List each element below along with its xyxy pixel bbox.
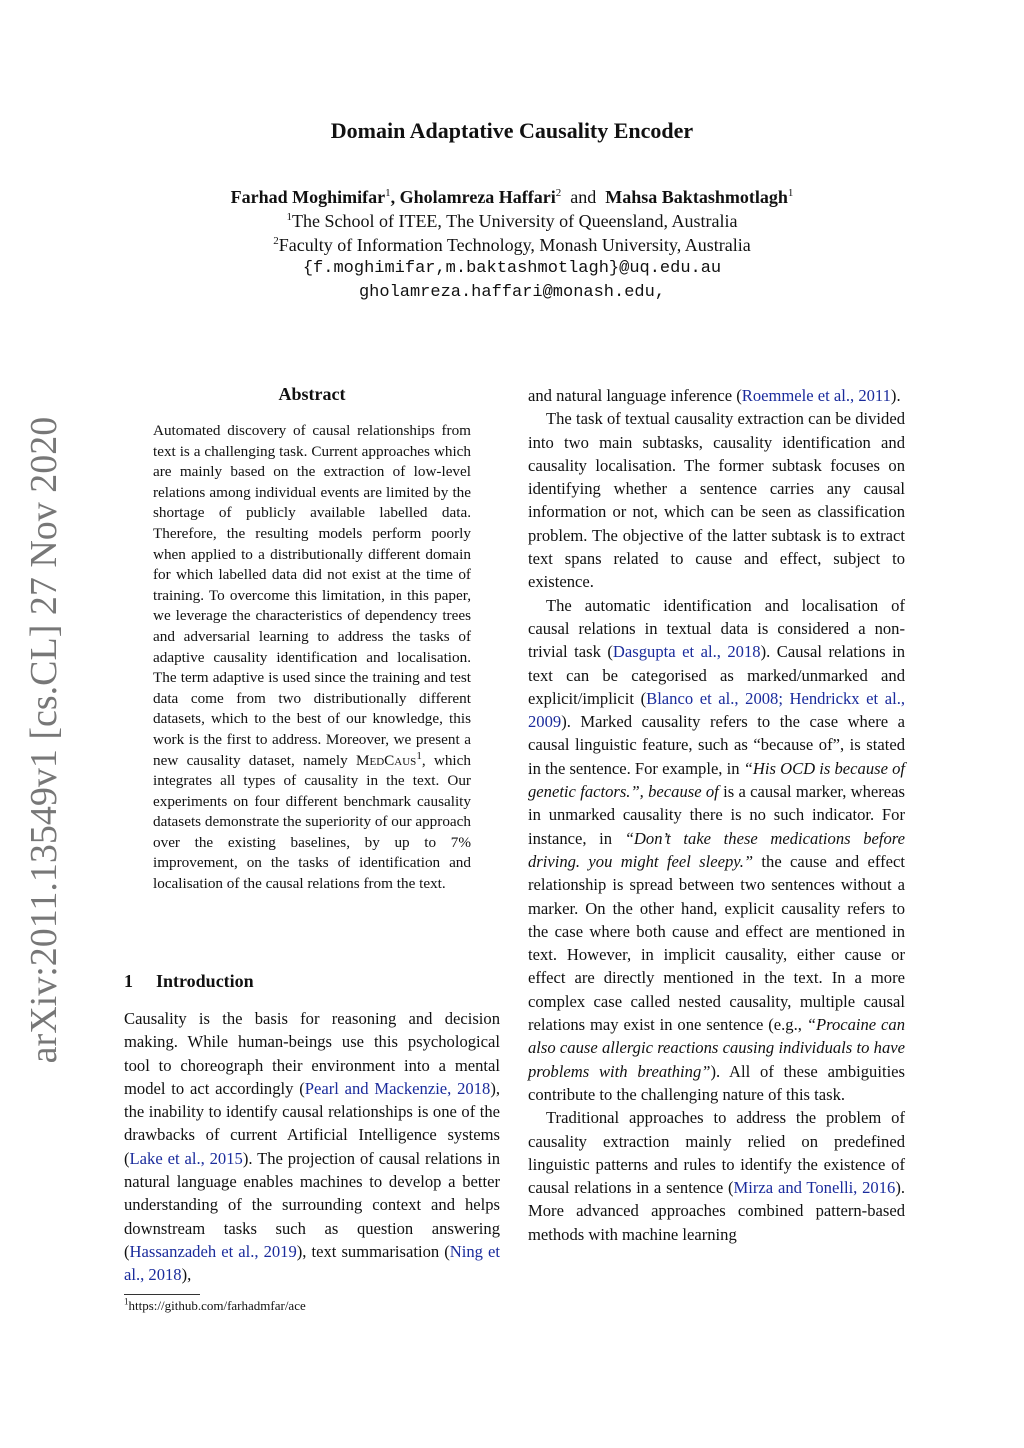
citation-link[interactable]: Pearl and Mackenzie, 2018 <box>304 1078 491 1098</box>
right-column-body <box>528 384 905 1246</box>
paragraph <box>528 1106 905 1246</box>
affiliation-marker: 2 <box>555 187 562 199</box>
author-and: and <box>570 187 597 207</box>
affiliation-text: The School of ITEE, The University of Queensland, Australia <box>291 211 738 231</box>
body-text: ), the inability to identify causal relationships is one of the drawbacks of current Artificial Intelligence systems ( <box>124 1078 500 1168</box>
email-line-2: gholamreza.haffari@monash.edu, <box>358 283 666 302</box>
affiliation-marker: 1 <box>286 211 292 223</box>
example-quote: “His OCD is because of genetic factors.”, because of <box>528 758 906 802</box>
footnote-url[interactable]: https://github.com/farhadmfar/ace <box>128 1298 306 1313</box>
citation-link[interactable]: Roemmele et al., 2011 <box>741 386 891 405</box>
body-text: The automatic identification and localisation of causal relations in textual data is considered a non-trivial task ( <box>528 595 905 662</box>
citation-link[interactable]: Dasgupta et al., 2018 <box>612 642 761 662</box>
paragraph <box>124 1007 500 1287</box>
section-number: 1 <box>124 971 133 991</box>
author-name: Mahsa Baktashmotlagh <box>605 187 788 207</box>
body-text: ). Marked causality refers to the case where a causal linguistic feature, such as “because of”, is stated in the sentence. For example, in <box>528 712 905 778</box>
paragraph: The task of textual causality extraction can be divided into two main subtasks, causality identification and causality localisation. The former subtask focuses on identifying whether a sentence carries any causal information or not, which can be seen as classification problem. The objective of the latter subtask is to extract text spans related to cause and effect, subject to existence. <box>528 409 905 592</box>
dataset-name: MedCaus <box>356 751 417 769</box>
abstract-text: , which integrates all types of causality in the text. Our experiments on four different benchmark causality datasets demonstrate the superiority of our approach over the existing baselines, by up to 7% improvement, on the tasks of identification and localisation of the causal relations from the text. <box>153 751 471 893</box>
affiliation-2 <box>0 233 1024 257</box>
arxiv-identifier-stamp: arXiv:2011.13549v1 [cs.CL] 27 Nov 2020 <box>23 416 65 1064</box>
author-name: Gholamreza Haffari <box>399 187 556 207</box>
body-text: and natural language inference ( <box>528 386 742 405</box>
citation-link[interactable]: Ning et al., 2018 <box>124 1241 500 1285</box>
body-text: the cause and effect relationship is spread between two sentences without a marker. On the other hand, explicit causality refers to the case where both cause and effect are mentioned in text. However, in implicit causality, either cause or effect are directly mentioned in the text. In a more complex case called nested causality, multiple causal relations may exist in one sentence (e.g., <box>528 851 905 1035</box>
body-text: is a causal marker, whereas in unmarked causality there is no such indicator. For instance, in <box>528 782 905 848</box>
body-text: ), text summarisation ( <box>296 1241 450 1261</box>
affiliation-marker: 1 <box>787 187 794 199</box>
footnote-marker: 1 <box>124 1296 129 1307</box>
body-text: Causality is the basis for reasoning and decision making. While human-beings use this psychological tool to choreograph their environment into a mental model to act accordingly ( <box>124 1009 500 1098</box>
citation-link[interactable]: Lake et al., 2015 <box>129 1148 243 1168</box>
body-text: ), <box>181 1265 192 1285</box>
affiliation-1 <box>0 209 1024 233</box>
example-quote: “Procaine can also cause allergic reactions causing individuals to have problems with breathing” <box>528 1015 905 1081</box>
author-line <box>0 185 1024 209</box>
author-separator: , <box>390 187 400 207</box>
body-text: Traditional approaches to address the problem of causality extraction mainly relied on predefined linguistic patterns and rules to identify the existence of causal relations in a sentence ( <box>528 1108 905 1198</box>
footnote <box>124 1298 306 1314</box>
footnote-marker[interactable]: 1 <box>416 749 422 762</box>
citation-link[interactable]: Blanco et al., 2008; Hendrickx et al., 2009 <box>528 688 905 732</box>
paragraph <box>528 384 905 407</box>
left-column-body <box>124 1007 500 1287</box>
abstract-heading: Abstract <box>278 384 346 404</box>
abstract-body <box>153 421 471 895</box>
body-text: ). More advanced approaches combined pattern-based methods with machine learning <box>528 1178 906 1244</box>
section-title: Introduction <box>156 971 254 991</box>
affiliation-text: Faculty of Information Technology, Monash University, Australia <box>278 235 751 255</box>
example-quote: “Don’t take these medications before driving. you might feel sleepy.” <box>528 828 905 871</box>
body-text: ). Causal relations in text can be categorised as marked/unmarked and explicit/implicit ( <box>528 642 906 708</box>
paper-title: Domain Adaptative Causality Encoder <box>330 118 694 143</box>
email-line-1: {f.moghimifar,m.baktashmotlagh}@uq.edu.au <box>302 259 722 278</box>
footnote-divider <box>124 1294 200 1295</box>
body-text: ). The projection of causal relations in natural language enables machines to develop a better understanding of the surrounding context and helps downstream tasks such as question answering ( <box>124 1148 500 1261</box>
citation-link[interactable]: Mirza and Tonelli, 2016 <box>733 1178 896 1198</box>
author-block <box>0 185 1024 305</box>
body-text: ). <box>890 386 901 405</box>
abstract-text: Automated discovery of causal relationships from text is a challenging task. Current approaches which are mainly based on the extraction of low-level relations among individual events are limited by the shortage of publicly available labelled data. Therefore, the resulting models perform poorly when applied to a distributionally different domain for which labelled data did not exist at the time of training. To overcome this limitation, in this paper, we leverage the characteristics of dependency trees and adversarial learning to address the tasks of adaptive causality identification and localisation. The term adaptive is used since the training and test data come from two distributionally different datasets, which to the best of our knowledge, this work is the first to address. Moreover, we present a new causality dataset, namely <box>153 422 471 769</box>
section-heading-introduction <box>124 971 254 992</box>
affiliation-marker: 1 <box>385 187 391 199</box>
paragraph <box>528 594 905 1107</box>
body-text: ). All of these ambiguities contribute to the challenging nature of this task. <box>528 1061 905 1104</box>
author-name: Farhad Moghimifar <box>230 187 386 207</box>
affiliation-marker: 2 <box>273 235 279 247</box>
citation-link[interactable]: Hassanzadeh et al., 2019 <box>129 1241 297 1261</box>
